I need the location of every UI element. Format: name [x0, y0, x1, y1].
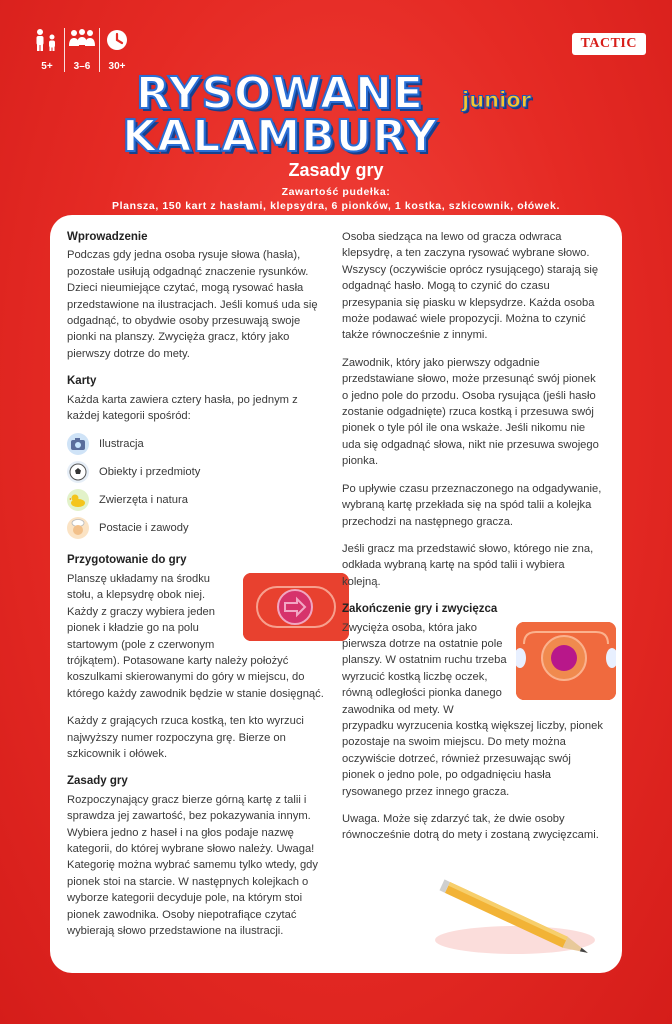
player-info-icons — [30, 28, 134, 72]
time-up-text: Po upływie czasu przeznaczonego na odgadywanie, wybraną kartę przekłada się na spód talii a kolejka przechodzi na następnego gracza. — [342, 482, 602, 528]
moving-text: Zawodnik, który jako pierwszy odgadnie przedstawiane słowo, może przesunąć swój pionek o jedno pole do przodu. Osoba rysująca (jeśli hasło zostanie odgadnięte) rzuca kostką i przesuwa swój pionek o tyle pól ile ona wskaże. Jeśli nikomu nie uda się odgadnąć słowa, nikt nie przesuwa swojego pionka. — [342, 356, 599, 468]
edition-label: junior — [462, 88, 532, 112]
family-icon — [32, 28, 62, 52]
contents-label: Zawartość pudełka: — [281, 186, 391, 198]
list-item — [67, 430, 327, 458]
category-label: Zwierzęta i natura — [99, 494, 188, 507]
note-text: Uwaga. Może się zdarzyć tak, że dwie osoby równocześnie dotrą do mety i zostaną zwycięzcami. — [342, 813, 599, 842]
list-item — [67, 458, 327, 486]
players-indicator — [30, 28, 64, 72]
groups-indicator — [64, 28, 99, 72]
rules-heading: Zasady gry — [67, 775, 128, 788]
page-subtitle: Zasady gry — [288, 160, 384, 180]
rules-panel — [50, 215, 622, 973]
clock-icon — [102, 28, 132, 52]
category-label: Postacie i zawody — [99, 522, 189, 535]
category-label: Obiekty i przedmioty — [99, 466, 201, 479]
title-line-1: RYSOWANE — [136, 68, 424, 119]
group-icon — [67, 28, 97, 52]
pencil-image — [430, 870, 600, 970]
setup-text: Planszę układamy na środku stołu, a klepsydrę obok niej. Każdy z graczy wybiera jeden pionek i kładzie go na polu startowym (pole z czerwonym trójkątem). Potasowane karty należy położyć koszulkami skierowanymi do góry w miejscu, do którego każdy zawodnik będzie w stanie dosięgnąć. — [67, 572, 324, 700]
intro-text: Podczas gdy jedna osoba rysuje słowa (hasła), pozostałe usiłują odgadnąć znaczenie rysunków. Dzieci nieumiejące czytać, mogą rysować hasła przedstawione na ilustracjach. Jeśli komuś uda się odgadnąć, to obydwie osoby przesuwają swoje pionki na planszy. Zwycięża gracz, który jako pierwszy dotrze do mety. — [67, 249, 318, 360]
finish-field-image — [516, 622, 616, 700]
cards-heading: Karty — [67, 375, 97, 388]
contents-text: Plansza, 150 kart z hasłami, klepsydra, 6 pionków, 1 kostka, szkicownik, ołówek. — [112, 200, 560, 212]
cards-text: Każda karta zawiera cztery hasła, po jednym z każdej kategorii spośród: — [67, 393, 298, 423]
ball-icon — [67, 461, 89, 483]
camera-icon — [67, 433, 89, 455]
end-text: Zwycięża osoba, która jako pierwsza dotrze na ostatnie pole planszy. W ostatnim ruchu trzeba wyrzucić kostką liczbę oczek, równą odległości pionka danego zawodnika od mety. W przypadku wyrzucenia kostką większej liczby, pionek pozostaje na swoim miejscu. Do mety można oczywiście dotrzeć, również przesuwając swój pionek o jedno pole, po odgadnięciu hasła rysowanego przez innego gracza. — [342, 621, 603, 798]
duck-icon — [67, 489, 89, 511]
drawing-text: Osoba siedząca na lewo od gracza odwraca klepsydrę, a ten zaczyna rysować wybrane słowo. Wszyscy (oczywiście oprócz rysującego) starają się odgadnąć hasło. Mogą to czynić do czasu przesypania się piasku w klepsydrze. Każda osoba może podawać wiele propozycji. Można to czynić także równocześnie z innymi. — [342, 231, 599, 342]
category-label: Ilustracja — [99, 438, 144, 451]
left-column — [67, 229, 327, 950]
category-list — [67, 430, 327, 542]
title-line-2: KALAMBURY — [122, 111, 438, 162]
chef-icon — [67, 517, 89, 539]
groups-label: 3–6 — [73, 61, 91, 72]
start-text: Każdy z grających rzuca kostką, ten kto wyrzuci najwyższy numer rozpoczyna grę. Bierze on szkicownik i ołówek. — [67, 715, 304, 760]
setup-heading: Przygotowanie do gry — [67, 554, 187, 567]
unknown-word-text: Jeśli gracz ma przedstawić słowo, którego nie zna, odkłada wybraną kartę na spód talii i wybiera kolejną. — [342, 542, 594, 588]
game-title — [0, 68, 560, 162]
end-heading: Zakończenie gry i zwycięzca — [342, 603, 498, 616]
intro-heading: Wprowadzenie — [67, 231, 148, 243]
right-column — [342, 229, 604, 855]
time-label: 30+ — [108, 61, 126, 72]
list-item — [67, 486, 327, 514]
brand-logo: TACTIC — [572, 33, 646, 55]
players-label: 5+ — [41, 61, 53, 72]
time-indicator — [99, 28, 134, 72]
rules-text: Rozpoczynający gracz bierze górną kartę z talii i sprawdza jej zawartość, bez pokazywania innym. Wybiera jedno z haseł i na głos podaje nazwę kategorii, do której wybrane słowo należy. Uwaga! Kategorię można wybrać samemu tylko wtedy, gdy pionek stoi na starcie. W następnych kolejkach o wyborze kategorii decyduje pole, na którym stoi pionek zawodnika. Osoby niepotrafiące czytać wybierają słowo przedstawione na ilustracji. — [67, 793, 318, 937]
start-field-image — [243, 573, 349, 641]
list-item — [67, 514, 327, 542]
